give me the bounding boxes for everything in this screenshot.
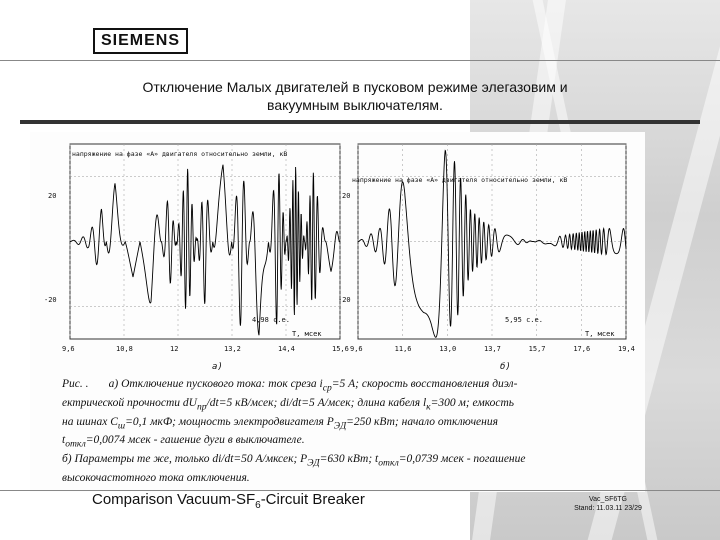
caption-a-l2-pre: ектрической прочности dU [62,396,197,409]
chart-b-ytick-20: 20 [342,192,351,200]
siemens-logo [93,28,188,54]
caption-a-p-sub: ЭД [333,419,347,431]
caption-line-2 [62,396,610,415]
chart-a-series-line [70,165,340,336]
chart-a-xtick-label-3: 13,2 [224,345,241,353]
chart-a-xtick-label-1: 10,8 [116,345,133,353]
footer-title [92,490,365,516]
caption-a-l4-end: =0,0074 мсек - гашение дуги в выключателе. [85,434,305,447]
caption-line-4 [62,433,610,452]
caption-a-after-i: =5 А; скорость восстановления диэл- [331,378,518,390]
footer-title-sub: 6 [255,500,261,511]
caption-a-l3-sub: ш [117,419,126,431]
caption-line-5 [62,452,610,471]
chart-b-xlabel: T, мсек [585,330,615,338]
chart-b [338,144,635,372]
chart-b-xtick-label-5: 17,6 [573,345,591,353]
chart-b-xtick-label-6: 19,4 [618,345,635,353]
caption-a-l: l [422,396,427,409]
chart-b-annotation: 5,95 с.е. [505,316,543,324]
title-line-2: вакуумным выключателям. [267,97,443,113]
chart-a-xtick-label-0: 9,6 [62,345,75,353]
caption-a-l3-end: =250 кВт; начало отключения [346,415,498,428]
chart-b-xtick-label-4: 15,7 [528,345,546,353]
footer-meta [548,495,668,513]
title-line-1: Отключение Малых двигателей в пусковом режиме элегазовим и [142,79,568,95]
caption-b-l1-pre: б) Параметры те же, только di/dt=50 А/мксек; Р [62,453,308,466]
chart-a-xtick-label-2: 12 [170,345,179,353]
caption-line-3 [62,415,610,434]
caption-a-t: t [62,434,66,447]
chart-a-ylabel: напряжение на фазе «A» двигателя относительно земли, кВ [72,150,288,158]
header-divider [0,60,720,61]
caption-a-p: Р [326,415,334,428]
chart-a-xticks [62,345,349,353]
title-underline [20,120,700,124]
footer-meta-1: Vac_SF6TG [589,496,627,503]
caption-a-i-sub: ср [322,382,332,394]
chart-a-annotation: 4,98 с.е. [252,316,290,324]
caption-a-i: i [319,378,323,390]
caption-fig: Рис. . [62,378,89,390]
footer-title-post: -Circuit Breaker [260,491,365,508]
oscillogram-charts [30,132,645,377]
chart-a-xtick-label-5: 15,6 [332,345,349,353]
chart-a-ytick-neg20: -20 [44,296,57,304]
caption-b-l1-sub2: откл [378,457,399,469]
chart-b-panel-label: б) [500,362,511,372]
chart-b-xtick-label-0: 9,6 [350,345,363,353]
chart-b-xtick-label-1: 11,6 [394,345,412,353]
chart-a-xtick-label-4: 14,4 [278,345,295,353]
caption-b-l1-sub: ЭД [307,457,320,469]
chart-a-xlabel: T, мсек [292,330,322,338]
caption-a-l2-mid: /dt=5 кВ/мсек; di/dt=5 А/мсек; длина кабеля [206,396,421,409]
chart-a-ytick-20: 20 [48,192,57,200]
caption-b-l1-end: =0,0739 мсек - погашение [398,453,526,466]
logo-text: SIEMENS [101,32,181,49]
caption-b-l1-mid: =630 кВт; t [319,453,379,466]
slide-title [70,78,640,114]
caption-a-l3-mid: =0,1 мкФ; мощность электродвигателя [125,415,324,428]
caption-a-l3-pre: на шинах С [62,415,118,428]
caption-a-l2-sub: пр [196,401,207,413]
chart-b-xticks [350,345,635,353]
footer-meta-2: Stand: 11.03.11 23/29 [574,505,642,512]
figure-caption [62,377,610,485]
chart-a-panel-label: а) [212,362,223,372]
caption-a-t-sub: откл [65,438,86,450]
caption-a-l2-end: =300 м; емкость [430,396,515,409]
chart-b-xtick-label-3: 13,7 [484,345,501,353]
chart-b-ylabel: напряжение на фазе «A» двигателя относительно земли, кВ [352,176,568,184]
footer-title-pre: Comparison Vacuum-SF [92,491,256,508]
caption-line-1 [62,377,610,396]
caption-a-l-sub: к [426,401,431,413]
chart-b-xtick-label-2: 13,0 [439,345,457,353]
chart-a [44,144,349,372]
chart-b-ytick-neg20: -20 [338,296,351,304]
caption-line-6: высокочастотного тока отключения. [62,471,250,484]
caption-a-intro: а) Отключение пускового тока: ток среза [108,378,317,390]
